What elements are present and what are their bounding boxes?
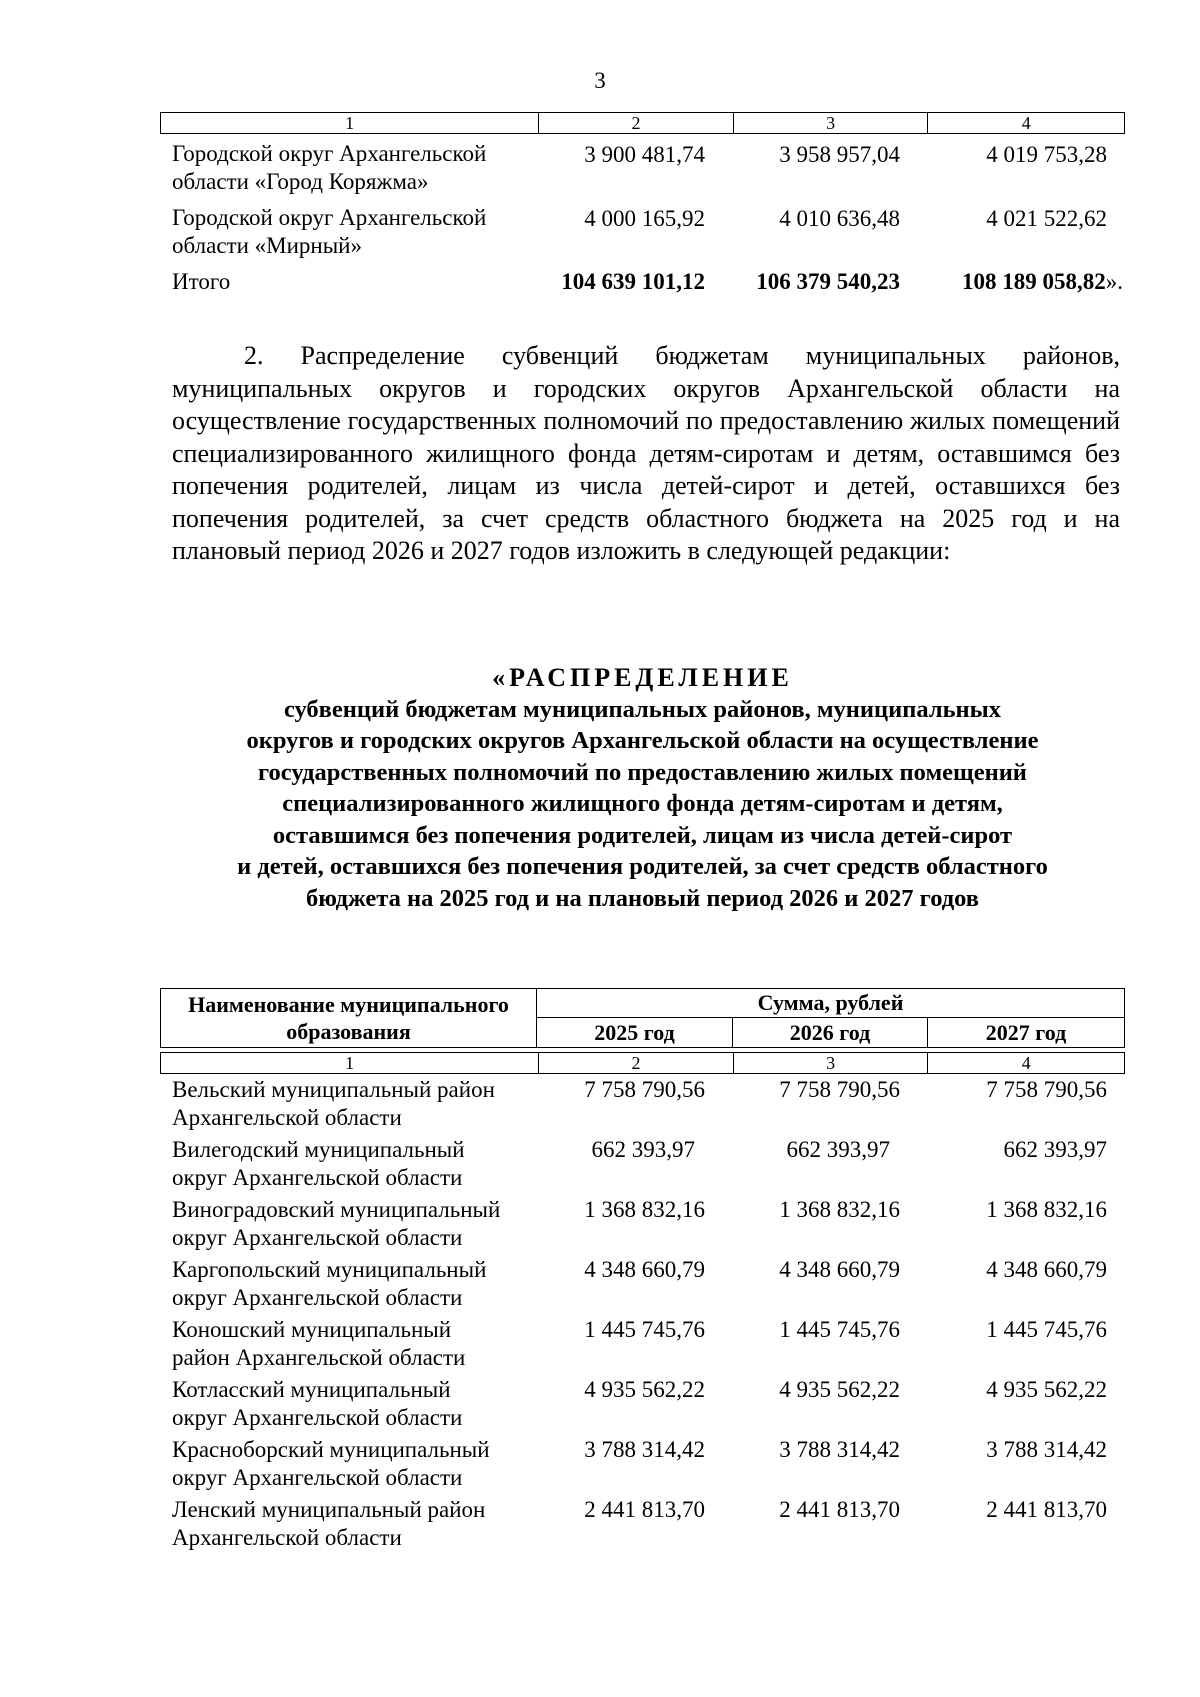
value-2025: 1 445 745,76 <box>584 1317 705 1342</box>
value-2027: 1 368 832,16 <box>986 1197 1107 1222</box>
title-line: и детей, оставшихся без попечения родителей, за счет средств областного <box>237 853 1048 880</box>
title-line: субвенций бюджетам муниципальных районов, муниципальных <box>283 695 1002 723</box>
total-2026: 106 379 540,23 <box>756 269 900 294</box>
value-2026: 4 935 562,22 <box>779 1377 900 1402</box>
header-year: 2026 год <box>732 1018 927 1047</box>
value-2025: 3 900 481,74 <box>584 142 705 167</box>
title-line: государственных полномочий по предоставлению жилых помещений <box>258 758 1027 786</box>
name-line: Городской округ Архангельской <box>172 205 487 230</box>
header-years <box>537 1018 1124 1047</box>
closing-quote: ». <box>1105 269 1123 294</box>
table-row <box>160 1376 1125 1432</box>
total-label: Итого <box>172 269 231 294</box>
column-number: 3 <box>733 113 928 133</box>
document-title <box>160 662 1125 914</box>
amendment-paragraph <box>172 340 1120 568</box>
name-line: Вилегодский муниципальный <box>172 1137 465 1162</box>
value-2026: 7 758 790,56 <box>779 1077 900 1102</box>
column-number: 2 <box>538 113 733 133</box>
continuation-table <box>160 112 1125 296</box>
column-number: 1 <box>345 113 355 133</box>
value-2026: 4 348 660,79 <box>779 1257 900 1282</box>
municipality-name <box>160 1136 538 1192</box>
table-row <box>160 1256 1125 1312</box>
table-row <box>160 1496 1125 1552</box>
name-line: Архангельской области <box>172 1105 402 1130</box>
header-line: образования <box>286 1019 411 1044</box>
value-2027: 7 758 790,56 <box>986 1077 1107 1102</box>
municipality-name <box>160 140 538 196</box>
value-2025: 4 000 165,92 <box>584 206 705 231</box>
title-line: оставшимся без попечения родителей, лицам из числа детей-сирот <box>272 821 1013 849</box>
table-body <box>160 1076 1125 1552</box>
column-number: 4 <box>927 113 1124 133</box>
header-sum <box>537 989 1124 1047</box>
value-2026: 662 393,97 <box>786 1137 890 1162</box>
municipality-name <box>160 204 538 260</box>
column-number: 3 <box>733 1053 928 1073</box>
value-2026: 3 788 314,42 <box>779 1437 900 1462</box>
column-number: 2 <box>538 1053 733 1073</box>
value-2027: 4 348 660,79 <box>986 1257 1107 1282</box>
name-line: Красноборский муниципальный <box>172 1437 490 1462</box>
value-2026: 1 445 745,76 <box>779 1317 900 1342</box>
column-number: 4 <box>927 1053 1124 1073</box>
column-number-row <box>160 1052 1125 1074</box>
name-line: округ Архангельской области <box>172 1285 463 1310</box>
column-number-row <box>160 112 1125 134</box>
value-2025: 4 348 660,79 <box>584 1257 705 1282</box>
municipality-name <box>160 1496 538 1552</box>
table-row <box>160 1136 1125 1192</box>
title-line: округов и городских округов Архангельской области на осуществление <box>246 727 1039 754</box>
value-2027: 4 019 753,28 <box>986 142 1107 167</box>
value-2027: 2 441 813,70 <box>986 1497 1107 1522</box>
value-2026: 3 958 957,04 <box>779 142 900 167</box>
municipality-name <box>160 1076 538 1132</box>
total-2027-cell <box>928 268 1125 296</box>
value-2026: 1 368 832,16 <box>779 1197 900 1222</box>
value-2027: 1 445 745,76 <box>986 1317 1107 1342</box>
value-2026: 2 441 813,70 <box>779 1497 900 1522</box>
column-number: 1 <box>345 1053 355 1073</box>
header-sum-title: Сумма, рублей <box>537 989 1124 1018</box>
table-row <box>160 1316 1125 1372</box>
table-row <box>160 1196 1125 1252</box>
header-line: Наименование муниципального <box>188 992 509 1017</box>
value-2025: 7 758 790,56 <box>584 1077 705 1102</box>
title-line: бюджета на 2025 год и на плановый период 2026 и 2027 годов <box>306 884 979 912</box>
name-line: Городской округ Архангельской <box>172 141 487 166</box>
page-number: 3 <box>594 68 606 93</box>
municipality-name <box>160 1436 538 1492</box>
table-row <box>160 1436 1125 1492</box>
value-2025: 662 393,97 <box>591 1137 695 1162</box>
name-line: округ Архангельской области <box>172 1225 463 1250</box>
name-line: Котласский муниципальный <box>172 1377 451 1402</box>
name-line: Каргопольский муниципальный <box>172 1257 487 1282</box>
name-line: области «Мирный» <box>172 233 362 258</box>
table-row <box>160 204 1125 260</box>
value-2025: 1 368 832,16 <box>584 1197 705 1222</box>
name-line: округ Архангельской области <box>172 1405 463 1430</box>
name-line: Виноградовский муниципальный <box>172 1197 501 1222</box>
title-line: специализированного жилищного фонда детям-сиротам и детям, <box>282 790 1003 817</box>
total-row <box>160 268 1125 296</box>
name-line: Архангельской области <box>172 1525 402 1550</box>
name-line: округ Архангельской области <box>172 1165 463 1190</box>
municipality-name <box>160 1256 538 1312</box>
name-line: Коношский муниципальный <box>172 1317 452 1342</box>
paragraph-text: 2. Распределение субвенций бюджетам муниципальных районов, муниципальных округов и городских округов Архангельской области на осуществление государственных полномочий по предоставлению жилых помещений специализированного жилищного фонда детям-сиротам и детям, оставшимся без попечения родителей, лицам из числа детей-сирот и детей, оставшихся без попечения родителей, за счет средств областного бюджета на 2025 год и на плановый период 2026 и 2027 годов изложить в следующей редакции: <box>172 341 1120 565</box>
value-2026: 4 010 636,48 <box>779 206 900 231</box>
municipality-name <box>160 1196 538 1252</box>
total-2025: 104 639 101,12 <box>561 269 705 294</box>
value-2027: 662 393,97 <box>1003 1137 1107 1162</box>
name-line: Вельский муниципальный район <box>172 1077 495 1102</box>
table-row <box>160 140 1125 196</box>
title-heading: «РАСПРЕДЕЛЕНИЕ <box>492 663 793 692</box>
header-municipality <box>161 989 537 1047</box>
municipality-name <box>160 1376 538 1432</box>
name-line: район Архангельской области <box>172 1345 466 1370</box>
value-2025: 2 441 813,70 <box>584 1497 705 1522</box>
name-line: округ Архангельской области <box>172 1465 463 1490</box>
table-row <box>160 1076 1125 1132</box>
table-header <box>160 988 1125 1048</box>
distribution-table <box>160 988 1125 1552</box>
header-year: 2025 год <box>594 1020 675 1045</box>
header-year: 2027 год <box>927 1018 1124 1047</box>
name-line: Ленский муниципальный район <box>172 1497 486 1522</box>
value-2027: 4 021 522,62 <box>986 206 1107 231</box>
value-2025: 4 935 562,22 <box>584 1377 705 1402</box>
name-line: области «Город Коряжма» <box>172 169 429 194</box>
value-2025: 3 788 314,42 <box>584 1437 705 1462</box>
total-2027: 108 189 058,82 <box>962 269 1106 294</box>
municipality-name <box>160 1316 538 1372</box>
value-2027: 3 788 314,42 <box>986 1437 1107 1462</box>
value-2027: 4 935 562,22 <box>986 1377 1107 1402</box>
